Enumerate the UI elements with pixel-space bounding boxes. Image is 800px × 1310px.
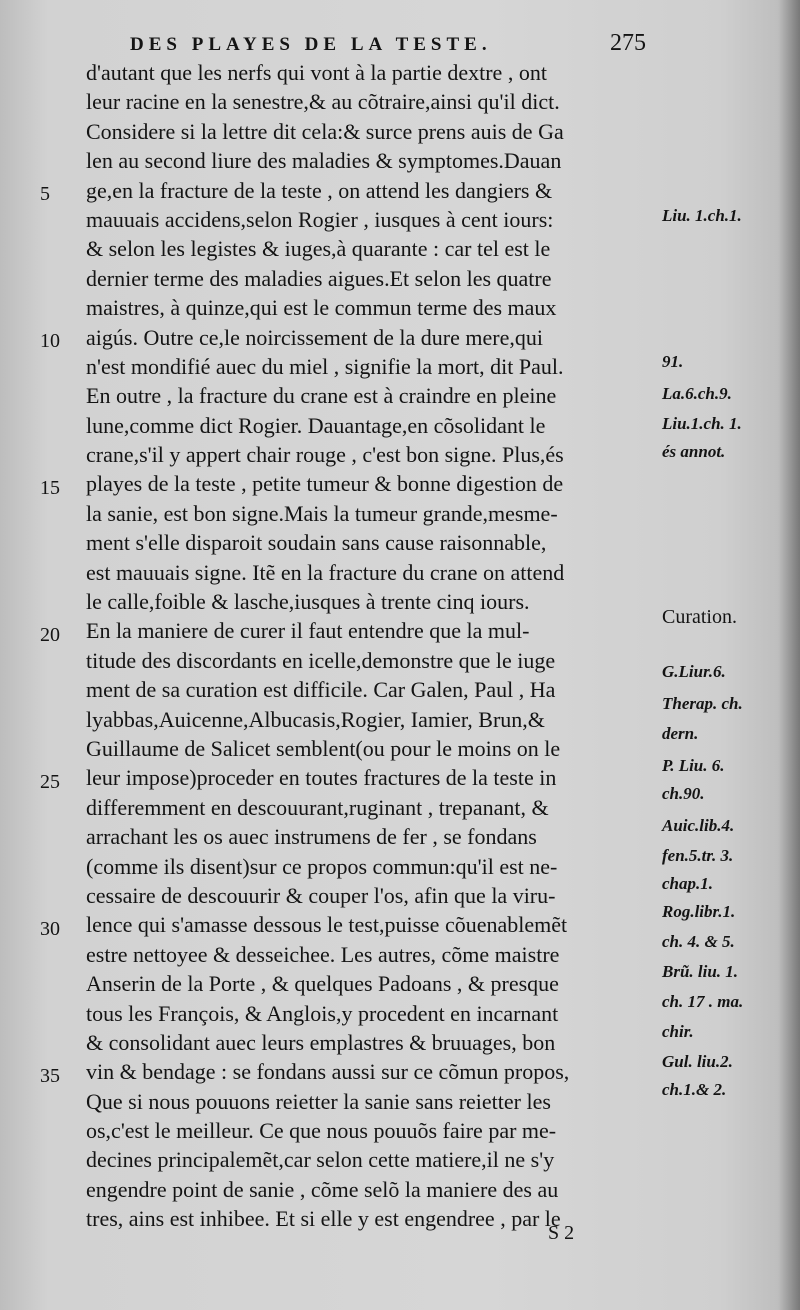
margin-note: Liu. 1.ch.1. <box>662 206 742 225</box>
line-number: 30 <box>40 918 60 940</box>
text-line: lune,comme dict Rogier. Dauantage,en cõsolidant le <box>86 412 546 438</box>
text-line: le calle,foible & lasche,iusques à trente cinq iours. <box>86 589 530 615</box>
text-line: En outre , la fracture du crane est à craindre en pleine <box>86 383 557 409</box>
margin-note: La.6.ch.9. <box>662 384 732 403</box>
text-line: & consolidant auec leurs emplastres & bruuages, bon <box>86 1029 556 1055</box>
margin-note: G.Liur.6. <box>662 662 726 681</box>
page-number: 275 <box>610 30 646 56</box>
margin-note: ch.1.& 2. <box>662 1080 727 1099</box>
line-number: 20 <box>40 624 60 646</box>
margin-note: Curation. <box>662 606 737 628</box>
signature-mark: S 2 <box>548 1222 575 1244</box>
text-line: & selon les legistes & iuges,à quarante : car tel est le <box>86 236 551 262</box>
text-line: leur racine en la senestre,& au cõtraire,ainsi qu'il dict. <box>86 89 560 115</box>
text-line: tres, ains est inhibee. Et si elle y est engendree , par le <box>86 1206 561 1232</box>
margin-note: ch.90. <box>662 784 705 803</box>
page-edge-shadow <box>778 0 800 1310</box>
text-line: aigús. Outre ce,le noircissement de la dure mere,qui <box>86 324 543 350</box>
margin-note: chap.1. <box>662 874 713 893</box>
margin-note: chir. <box>662 1022 694 1041</box>
margin-note: fen.5.tr. 3. <box>662 846 734 865</box>
margin-note: Auic.lib.4. <box>662 816 735 835</box>
text-line: leur impose)proceder en toutes fractures de la teste in <box>86 765 557 791</box>
margin-note: Rog.libr.1. <box>662 902 736 921</box>
text-line: ge,en la fracture de la teste , on attend les dangiers & <box>86 177 553 203</box>
text-line: la sanie, est bon signe.Mais la tumeur grande,mesme- <box>86 500 558 526</box>
margin-note: Gul. liu.2. <box>662 1052 733 1071</box>
text-line: differemment en descouurant,ruginant , trepanant, & <box>86 794 549 820</box>
line-number: 5 <box>40 183 50 205</box>
text-line: estre nettoyee & desseichee. Les autres, cõme maistre <box>86 941 560 967</box>
text-line: lyabbas,Auicenne,Albucasis,Rogier, Iamier, Brun,& <box>86 706 545 732</box>
body-text <box>86 58 660 1234</box>
margin-note: Liu.1.ch. 1. <box>662 414 742 433</box>
text-line: arrachant les os auec instrumens de fer , se fondans <box>86 824 537 850</box>
running-head: DES PLAYES DE LA TESTE. <box>130 34 492 55</box>
margin-note: Brũ. liu. 1. <box>662 962 739 981</box>
line-number: 10 <box>40 330 60 352</box>
text-line: Anserin de la Porte , & quelques Padoans , & presque <box>86 971 559 997</box>
text-line: ment de sa curation est difficile. Car Galen, Paul , Ha <box>86 677 556 703</box>
text-line: dernier terme des maladies aigues.Et selon les quatre <box>86 265 552 291</box>
margin-note: dern. <box>662 724 699 743</box>
text-line: Considere si la lettre dit cela:& surce prens auis de Ga <box>86 118 564 144</box>
text-line: maistres, à quinze,qui est le commun terme des maux <box>86 295 557 321</box>
margin-note: Therap. ch. <box>662 694 743 713</box>
text-line: Que si nous pouuons reietter la sanie sans reietter les <box>86 1088 551 1114</box>
text-line: ment s'elle disparoit soudain sans cause raisonnable, <box>86 530 547 556</box>
text-line: lence qui s'amasse dessous le test,puisse cõuenablemẽt <box>86 912 568 938</box>
margin-note: 91. <box>662 352 684 371</box>
line-number: 35 <box>40 1065 60 1087</box>
line-number: 25 <box>40 771 60 793</box>
text-line: vin & bendage : se fondans aussi sur ce cõmun propos, <box>86 1059 570 1085</box>
text-line: est mauuais signe. Itẽ en la fracture du crane on attend <box>86 559 565 585</box>
text-line: os,c'est le meilleur. Ce que nous pouuõs faire par me- <box>86 1118 557 1144</box>
text-line: engendre point de sanie , cõme selõ la maniere des au <box>86 1176 559 1202</box>
text-line: len au second liure des maladies & symptomes.Dauan <box>86 148 562 174</box>
text-line: decines principalemẽt,car selon cette matiere,il ne s'y <box>86 1147 555 1173</box>
margin-note: P. Liu. 6. <box>662 756 725 775</box>
text-line: playes de la teste , petite tumeur & bonne digestion de <box>86 471 564 497</box>
text-line: Guillaume de Salicet semblent(ou pour le moins on le <box>86 735 561 761</box>
text-line: d'autant que les nerfs qui vont à la partie dextre , ont <box>86 60 547 85</box>
text-line: mauuais accidens,selon Rogier , iusques à cent iours: <box>86 206 554 232</box>
text-line: titude des discordants en icelle,demonstre que le iuge <box>86 647 556 673</box>
margin-note: ch. 17 . ma. <box>662 992 744 1011</box>
line-number: 15 <box>40 477 60 499</box>
text-line: (comme ils disent)sur ce propos commun:qu'il est ne- <box>86 853 558 879</box>
text-line: crane,s'il y appert chair rouge , c'est bon signe. Plus,és <box>86 442 564 468</box>
text-line: cessaire de descouurir & couper l'os, afin que la viru- <box>86 882 556 908</box>
margin-note: ch. 4. & 5. <box>662 932 735 951</box>
margin-note: és annot. <box>662 442 726 461</box>
text-line: tous les François, & Anglois,y procedent en incarnant <box>86 1000 559 1026</box>
text-line: En la maniere de curer il faut entendre que la mul- <box>86 618 530 644</box>
text-line: n'est mondifié auec du miel , signifie la mort, dit Paul. <box>86 353 564 379</box>
